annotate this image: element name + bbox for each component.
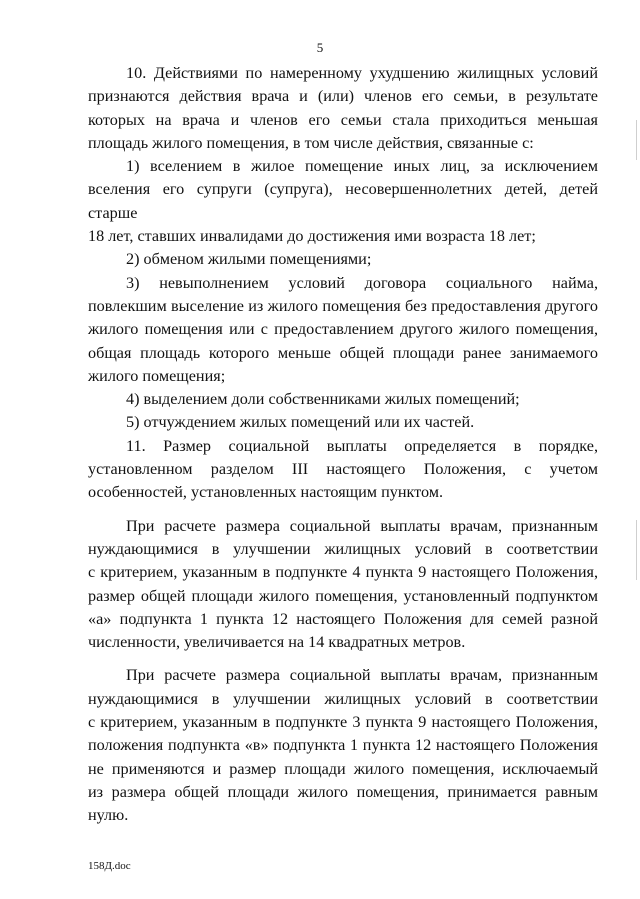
scan-edge-mark (636, 520, 637, 580)
text-line: 2) обменом жилыми помещениями; (126, 250, 372, 269)
page-number: 5 (316, 40, 324, 55)
paragraph-calc-criterion-4 (88, 515, 598, 655)
text-line: площадь жилого помещения, в том числе действия, связанные с: (88, 133, 534, 152)
paragraph-calc-criterion-3 (88, 664, 598, 827)
text-line: 1) вселением в жилое помещение иных лиц, за исключением (126, 157, 598, 176)
text-line: нуждающимися в улучшении жилищных условий в соответствии (88, 539, 598, 558)
text-line: 10. Действиями по намеренному ухудшению жилищных условий (126, 64, 598, 82)
text-line: 4) выделением доли собственниками жилых помещений; (126, 390, 520, 409)
text-line: 11. Размер социальной выплаты определяется в порядке, (126, 436, 598, 455)
text-line: не применяются и размер площади жилого помещения, исключаемый (88, 759, 598, 778)
paragraph-item-1 (88, 155, 598, 248)
text-line: которых на врача и членов его семьи стала приходиться меньшая (88, 110, 598, 129)
scan-edge-mark (636, 120, 637, 160)
paragraph-item-2 (88, 248, 598, 271)
text-line: При расчете размера социальной выплаты врачам, признанным (126, 666, 598, 685)
text-line: из размера общей площади жилого помещения, принимается равным (88, 782, 598, 801)
text-line: 3) невыполнением условий договора социального найма, (126, 273, 598, 292)
text-line: «а» подпункта 1 пункта 12 настоящего Положения для семей разной (88, 609, 598, 628)
text-line: 18 лет, ставших инвалидами до достижения ими возраста 18 лет; (88, 227, 536, 246)
text-line: особенностей, установленных настоящим пунктом. (88, 483, 444, 502)
document-body (88, 62, 598, 828)
text-line: с критерием, указанным в подпункте 3 пункта 9 настоящего Положения, (88, 713, 598, 732)
text-line: жилого помещения или с предоставлением другого жилого помещения, (88, 320, 598, 339)
text-line: повлекшим выселение из жилого помещения без предоставления другого (88, 296, 598, 315)
paragraph-item-4 (88, 388, 598, 411)
text-line: общая площадь которого меньше общей площади ранее занимаемого (88, 343, 598, 362)
text-line: положения подпункта «в» подпункта 1 пункта 12 настоящего Положения (88, 736, 598, 755)
text-line: установленном разделом III настоящего Положения, с учетом (88, 460, 598, 479)
text-line: При расчете размера социальной выплаты врачам, признанным (126, 516, 598, 535)
text-line: 5) отчуждением жилых помещений или их частей. (126, 413, 475, 432)
text-line: численности, увеличивается на 14 квадратных метров. (88, 633, 466, 652)
text-line: вселения его супруги (супруга), несовершеннолетних детей, детей старше (88, 180, 598, 222)
text-line: с критерием, указанным в подпункте 4 пункта 9 настоящего Положения, (88, 563, 598, 582)
paragraph-11 (88, 435, 598, 505)
text-line: размер общей площади жилого помещения, установленный подпунктом (88, 586, 598, 605)
text-line: жилого помещения; (88, 366, 226, 385)
footer-filename: 158Д.doc (88, 860, 131, 872)
text-line: нулю. (88, 806, 129, 825)
paragraph-item-3 (88, 272, 598, 388)
text-line: нуждающимися в улучшении жилищных условий в соответствии (88, 689, 598, 708)
text-line: признаются действия врача и (или) членов его семьи, в результате (88, 87, 598, 106)
paragraph-item-5 (88, 411, 598, 434)
paragraph-10 (88, 62, 598, 155)
